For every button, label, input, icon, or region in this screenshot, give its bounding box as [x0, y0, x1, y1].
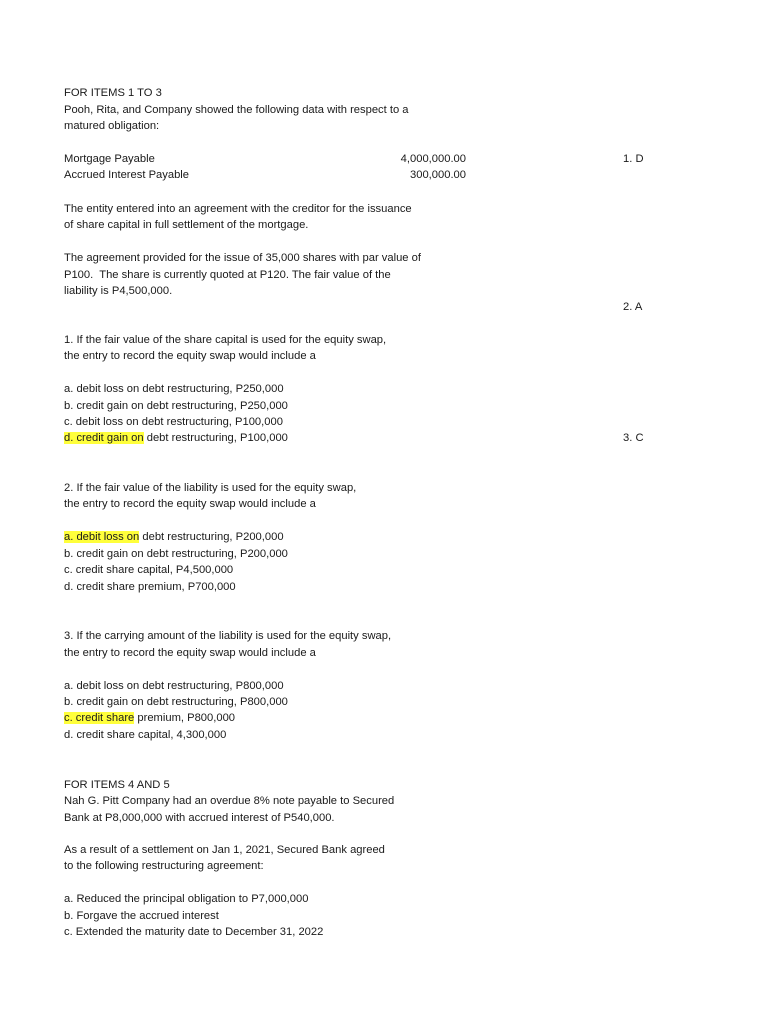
highlighted-answer: a. debit loss on: [64, 531, 140, 543]
question-2-stem: the entry to record the equity swap would include a: [64, 498, 316, 510]
question-3-stem: the entry to record the equity swap would include a: [64, 647, 316, 659]
section-heading: FOR ITEMS 4 AND 5: [64, 779, 170, 791]
q1-option-c: c. debit loss on debt restructuring, P100,000: [64, 416, 283, 428]
term-item: a. Reduced the principal obligation to P7,000,000: [64, 893, 309, 905]
q3-option-a: a. debit loss on debt restructuring, P800,000: [64, 680, 284, 692]
q1-option-a: a. debit loss on debt restructuring, P250,000: [64, 383, 284, 395]
answer-1: 1. D: [623, 153, 644, 165]
ledger-amount: 4,000,000.00: [400, 153, 466, 165]
term-item: c. Extended the maturity date to December 31, 2022: [64, 926, 324, 938]
paragraph-line: of share capital in full settlement of the mortgage.: [64, 219, 309, 231]
question-2-stem: 2. If the fair value of the liability is used for the equity swap,: [64, 482, 357, 494]
intro-line: Nah G. Pitt Company had an overdue 8% note payable to Secured: [64, 795, 395, 807]
q3-option-c: [64, 710, 235, 726]
q3-option-d: d. credit share capital, 4,300,000: [64, 729, 227, 741]
intro-line: Bank at P8,000,000 with accrued interest of P540,000.: [64, 812, 335, 824]
term-item: b. Forgave the accrued interest: [64, 910, 219, 922]
question-1-stem: 1. If the fair value of the share capital is used for the equity swap,: [64, 334, 387, 346]
section-heading: FOR ITEMS 1 TO 3: [64, 87, 162, 99]
q2-option-c: c. credit share capital, P4,500,000: [64, 564, 234, 576]
ledger-label: Accrued Interest Payable: [64, 169, 189, 181]
q2-option-b: b. credit gain on debt restructuring, P200,000: [64, 548, 288, 560]
q3-option-b: b. credit gain on debt restructuring, P800,000: [64, 696, 288, 708]
question-1-stem: the entry to record the equity swap would include a: [64, 350, 316, 362]
ledger-amount: 300,000.00: [410, 169, 466, 181]
paragraph-line: to the following restructuring agreement:: [64, 860, 264, 872]
paragraph-line: The agreement provided for the issue of 35,000 shares with par value of: [64, 252, 421, 264]
answer-2: 2. A: [623, 301, 643, 313]
paragraph-line: P100. The share is currently quoted at P120. The fair value of the: [64, 269, 391, 281]
option-text: debt restructuring, P200,000: [139, 531, 284, 543]
intro-line: Pooh, Rita, and Company showed the following data with respect to a: [64, 104, 409, 116]
intro-line: matured obligation:: [64, 120, 160, 132]
question-3-stem: 3. If the carrying amount of the liability is used for the equity swap,: [64, 630, 392, 642]
paragraph-line: liability is P4,500,000.: [64, 285, 173, 297]
paragraph-line: The entity entered into an agreement with the creditor for the issuance: [64, 203, 412, 215]
q2-option-a: [64, 529, 284, 545]
q2-option-d: d. credit share premium, P700,000: [64, 581, 236, 593]
q1-option-d: [64, 430, 288, 446]
highlighted-answer: d. credit gain on: [64, 432, 144, 444]
highlighted-answer: c. credit share: [64, 712, 135, 724]
answer-3: 3. C: [623, 432, 644, 444]
paragraph-line: As a result of a settlement on Jan 1, 2021, Secured Bank agreed: [64, 844, 385, 856]
option-text: premium, P800,000: [134, 712, 236, 724]
option-text: debt restructuring, P100,000: [143, 432, 288, 444]
q1-option-b: b. credit gain on debt restructuring, P250,000: [64, 400, 288, 412]
ledger-label: Mortgage Payable: [64, 153, 155, 165]
